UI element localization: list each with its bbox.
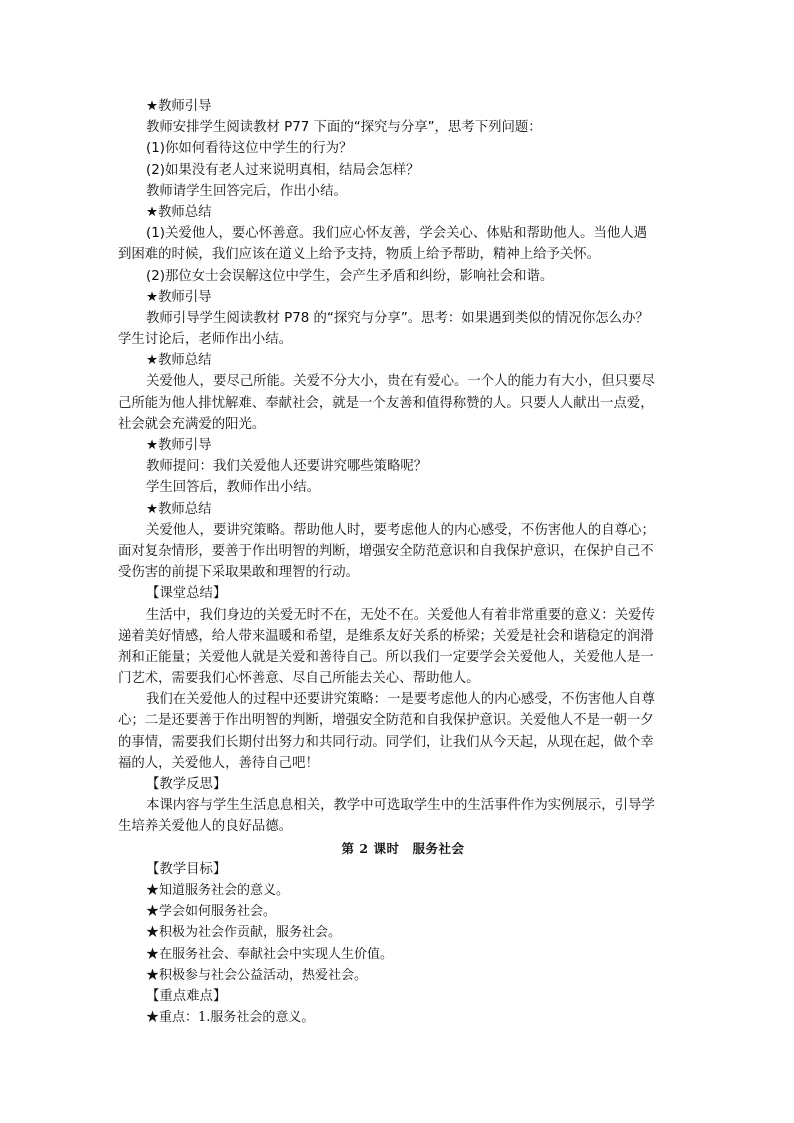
paragraph-line: 生培养关爱他人的良好品德。 <box>118 819 293 835</box>
objective-item: ★积极参与社会公益活动，热爱社会。 <box>146 967 368 983</box>
paragraph-line: 教师引导学生阅读教材 P78 的“探究与分享”。思考：如果遇到类似的情况你怎么办？ <box>146 310 649 326</box>
section-heading: ★教师总结 <box>146 353 212 369</box>
paragraph-line: 社会就会充满爱的阳光。 <box>118 416 266 432</box>
paragraph-line: (1)关爱他人，要心怀善意。我们应心怀友善，学会关心、体贴和帮助他人。当他人遇 <box>146 226 648 242</box>
key-point-item: ★重点：1.服务社会的意义。 <box>146 1010 315 1026</box>
paragraph-line: 心；二是还要善于作出明智的判断，增强安全防范和自我保护意识。关爱他人不是一朝一夕 <box>118 713 654 729</box>
section-heading: ★教师总结 <box>146 501 212 517</box>
paragraph-line: 福的人，关爱他人，善待自己吧！ <box>118 755 319 771</box>
section-heading: ★教师总结 <box>146 204 212 220</box>
paragraph-line: 教师提问：我们关爱他人还要讲究哪些策略呢？ <box>146 459 428 475</box>
paragraph-line: 门艺术，需要我们心怀善意、尽自己所能去关心、帮助他人。 <box>118 671 480 687</box>
paragraph-line: 生活中，我们身边的关爱无时不在，无处不在。关爱他人有着非常重要的意义：关爱传 <box>146 607 655 623</box>
paragraph-line: 学生讨论后，老师作出小结。 <box>118 332 293 348</box>
paragraph-line: (2)那位女士会误解这位中学生，会产生矛盾和纠纷，影响社会和谐。 <box>146 268 554 284</box>
question-item: (2)如果没有老人过来说明真相，结局会怎样？ <box>146 162 420 178</box>
objective-item: ★积极为社会作贡献，服务社会。 <box>146 925 342 941</box>
paragraph-line: 到困难的时候，我们应该在道义上给予支持，物质上给予帮助，精神上给予关怀。 <box>118 247 601 263</box>
paragraph-line: 我们在关爱他人的过程中还要讲究策略：一是要考虑他人的内心感受，不伤害他人自尊 <box>146 692 655 708</box>
section-heading: 【重点难点】 <box>146 988 227 1004</box>
paragraph-line: 的事情，需要我们长期付出努力和共同行动。同学们，让我们从今天起，从现在起，做个幸 <box>118 734 654 750</box>
paragraph-line: 关爱他人，要尽己所能。关爱不分大小，贵在有爱心。一个人的能力有大小，但只要尽 <box>146 374 655 390</box>
section-heading: 【教学目标】 <box>146 861 227 877</box>
paragraph-line: 教师安排学生阅读教材 P77 下面的“探究与分享”，思考下列问题： <box>146 120 542 136</box>
paragraph-line: 教师请学生回答完后，作出小结。 <box>146 183 347 199</box>
paragraph-line: 己所能为他人排忧解难、奉献社会，就是一个友善和值得称赞的人。只要人人献出一点爱， <box>118 395 654 411</box>
objective-item: ★在服务社会、奉献社会中实现人生价值。 <box>146 946 394 962</box>
objective-item: ★知道服务社会的意义。 <box>146 882 290 898</box>
paragraph-line: 关爱他人，要讲究策略。帮助他人时，要考虑他人的内心感受，不伤害他人的自尊心； <box>146 522 655 538</box>
section-heading: 【教学反思】 <box>146 777 227 792</box>
lesson-title: 第 2 课时 服务社会 <box>341 840 465 856</box>
objective-item: ★学会如何服务社会。 <box>146 904 277 920</box>
paragraph-line: 剂和正能量；关爱他人就是关爱和善待自己。所以我们一定要学会关爱他人，关爱他人是一 <box>118 649 654 665</box>
document-body <box>118 96 688 1028</box>
section-heading: ★教师引导 <box>146 438 212 453</box>
paragraph-line: 本课内容与学生生活息息相关，教学中可选取学生中的生活事件作为实例展示，引导学 <box>146 798 655 814</box>
paragraph-line: 面对复杂情形，要善于作出明智的判断，增强安全防范意识和自我保护意识，在保护自己不 <box>118 543 654 559</box>
section-heading: 【课堂总结】 <box>146 586 227 602</box>
paragraph-line: 递着美好情感，给人带来温暖和希望，是维系友好关系的桥梁；关爱是社会和谐稳定的润滑 <box>118 628 654 644</box>
section-heading: ★教师引导 <box>146 289 212 305</box>
paragraph-line: 学生回答后，教师作出小结。 <box>146 480 321 496</box>
paragraph-line: 受伤害的前提下采取果敢和理智的行动。 <box>118 565 360 581</box>
section-heading: ★教师引导 <box>146 99 212 114</box>
question-item: (1)你如何看待这位中学生的行为？ <box>146 141 353 157</box>
